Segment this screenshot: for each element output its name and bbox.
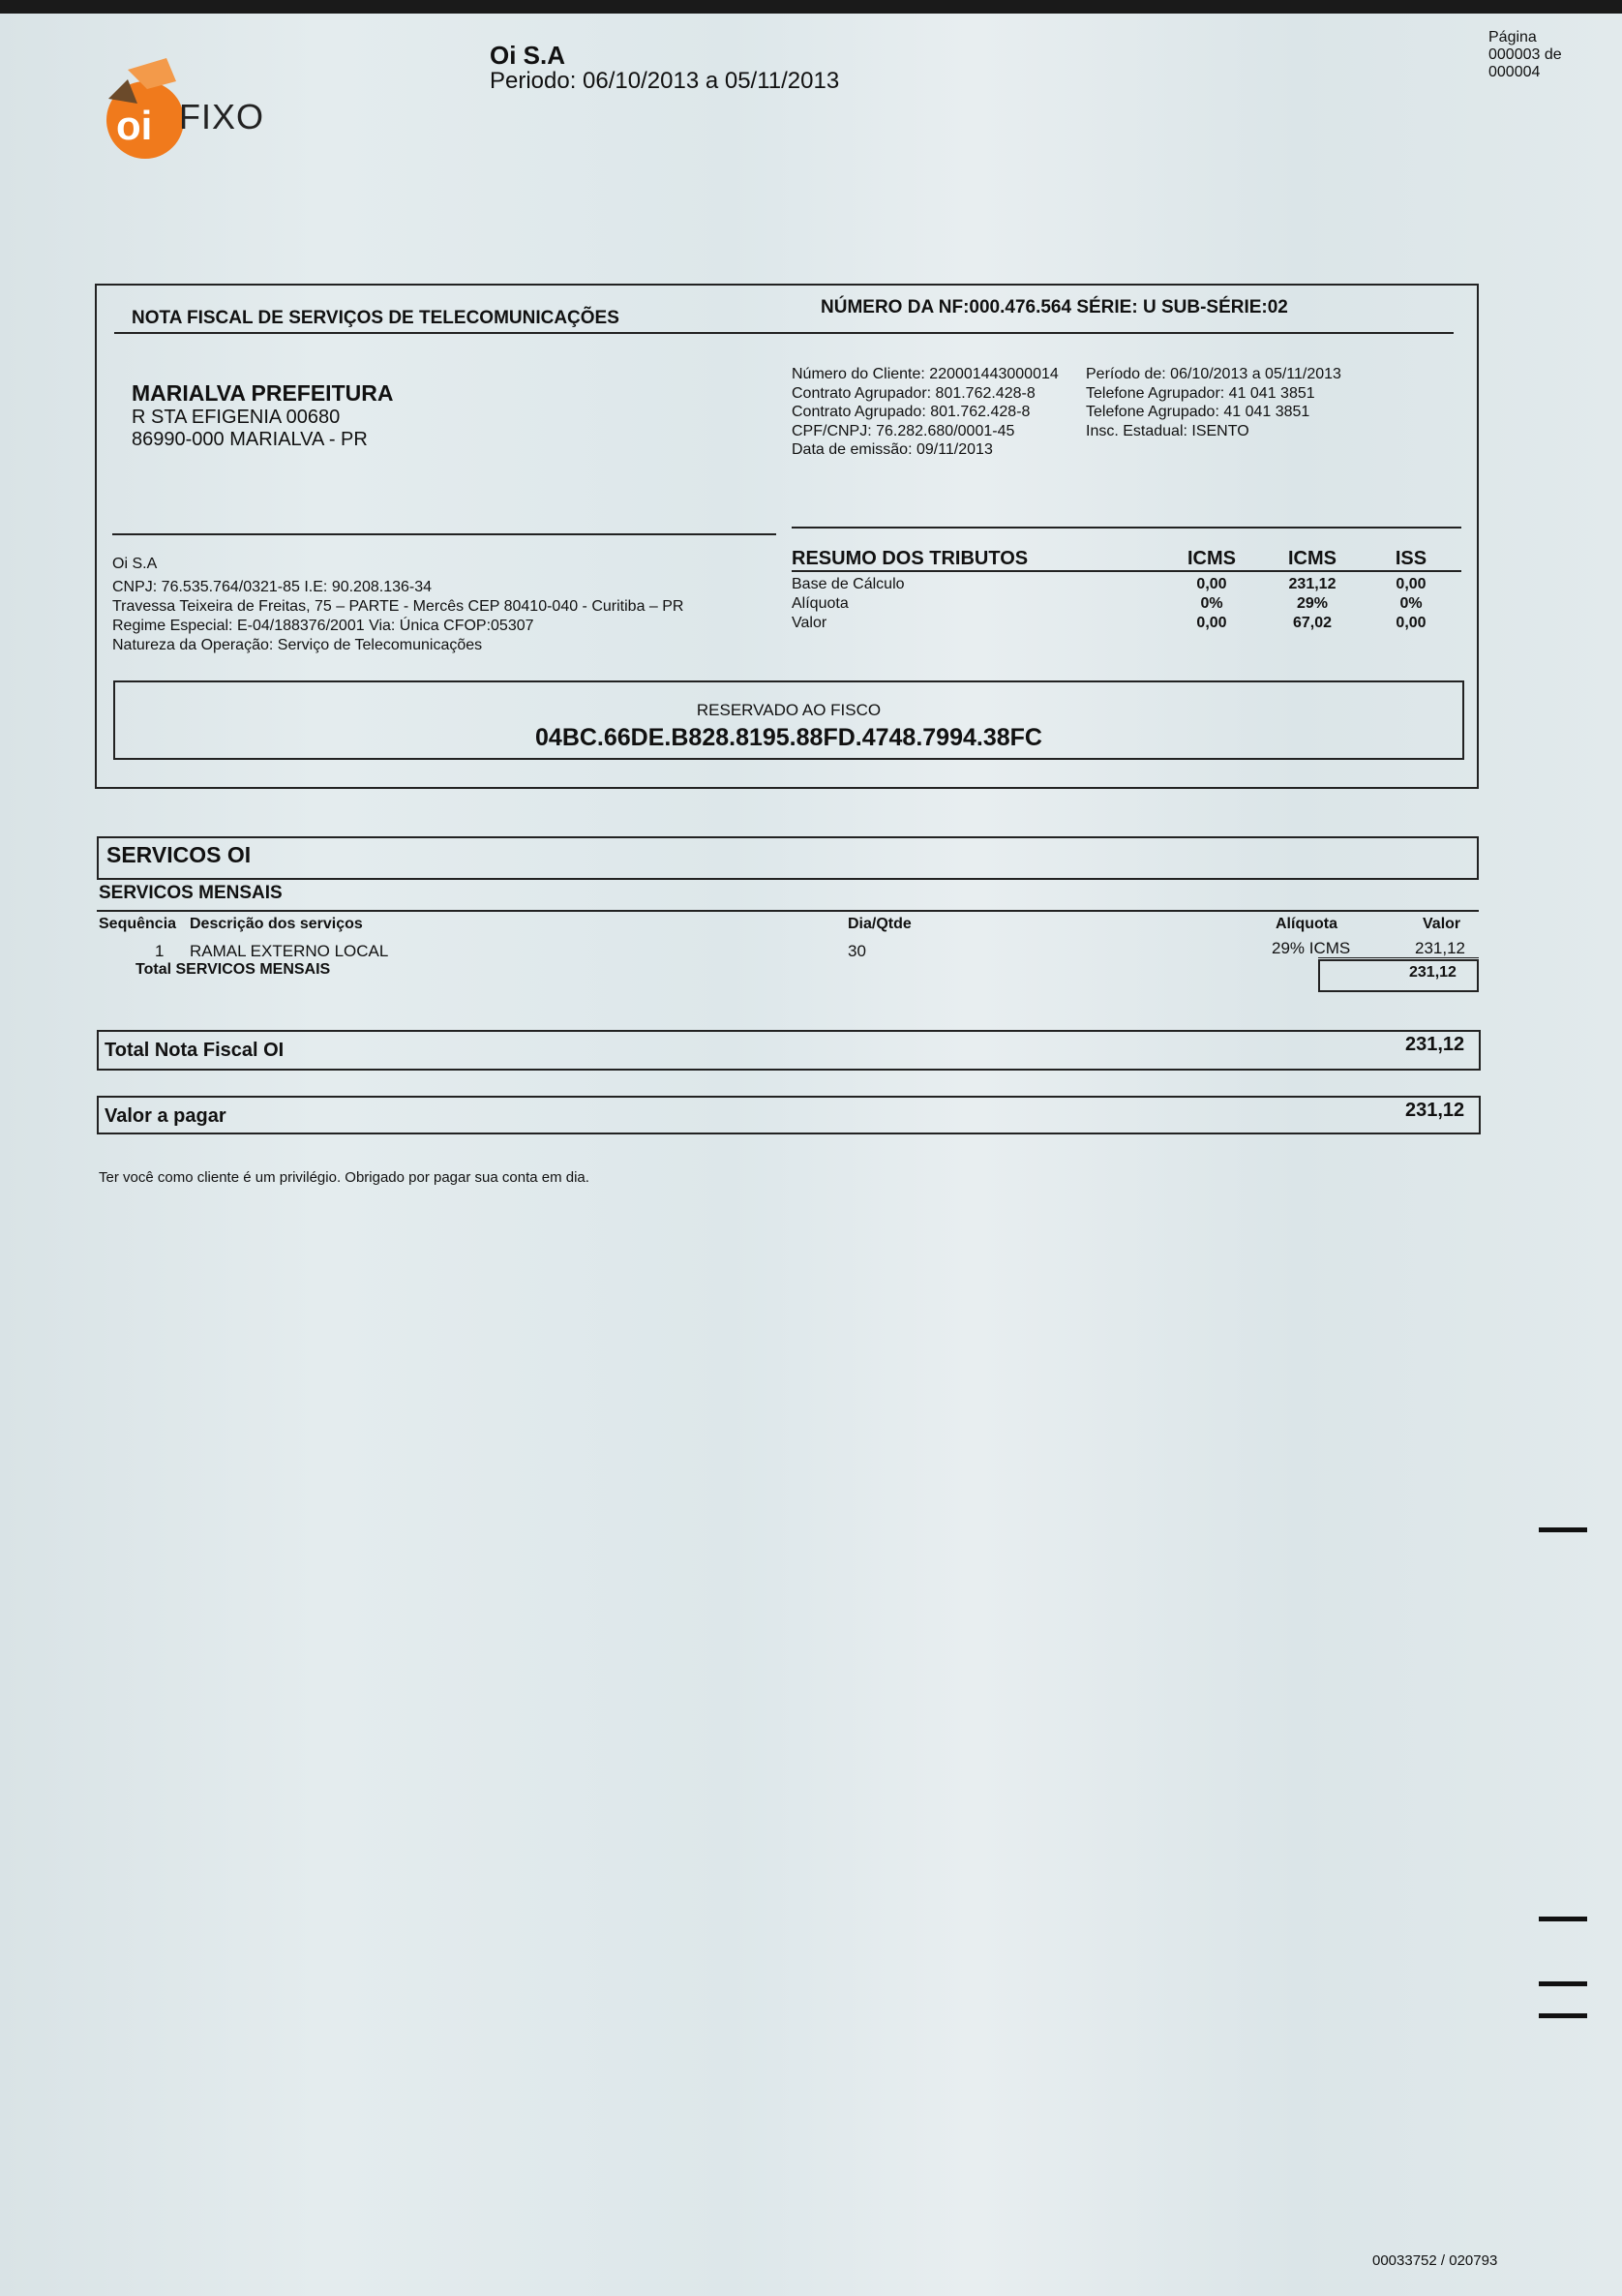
subtotal-label: Total SERVICOS MENSAIS	[135, 961, 331, 978]
customer-address: R STA EFIGENIA 00680	[132, 407, 341, 428]
tributos-col-icms: ICMS	[1288, 548, 1337, 569]
value: 0,00	[1196, 576, 1227, 592]
total-nf-box	[97, 1030, 1481, 1071]
divider	[97, 910, 1479, 912]
brand-text: FIXO	[179, 97, 265, 136]
total-nf-label: Total Nota Fiscal OI	[105, 1040, 285, 1061]
row-aliquota: Alíquota	[792, 595, 849, 612]
value: 0,00	[1396, 615, 1427, 631]
row-base: Base de Cálculo	[792, 576, 905, 592]
scan-top-edge	[0, 0, 1622, 14]
state-registration: Insc. Estadual: ISENTO	[1086, 422, 1249, 439]
col-rate: Alíquota	[1276, 916, 1337, 932]
value: 0,00	[1396, 576, 1427, 592]
amount-due-label: Valor a pagar	[105, 1105, 226, 1127]
subtotal-value: 231,12	[1409, 964, 1457, 981]
value: 67,02	[1292, 615, 1333, 631]
value: 231,12	[1288, 576, 1337, 592]
phone-grouped: Telefone Agrupado: 41 041 3851	[1086, 404, 1310, 420]
amount-due-value: 231,12	[1405, 1100, 1465, 1121]
client-info-right	[1086, 365, 1341, 440]
col-qty: Dia/Qtde	[848, 916, 912, 932]
client-info-left	[792, 365, 1059, 460]
fisco-label: RESERVADO AO FISCO	[696, 701, 882, 719]
client-number: Número do Cliente: 220001443000014	[792, 366, 1059, 382]
divider	[1318, 957, 1479, 958]
issuer-operation: Natureza da Operação: Serviço de Telecomunicações	[112, 637, 483, 653]
page-total: 000004	[1488, 64, 1541, 80]
services-header-box	[97, 836, 1479, 880]
service-seq: 1	[155, 942, 165, 960]
nf-number: NÚMERO DA NF:000.476.564 SÉRIE: U SUB-SÉRIE:02	[821, 297, 1288, 317]
services-subtitle: SERVICOS MENSAIS	[99, 883, 283, 903]
services-title: SERVICOS OI	[106, 842, 252, 867]
nf-title: NOTA FISCAL DE SERVIÇOS DE TELECOMUNICAÇÕES	[132, 308, 619, 328]
col-value: Valor	[1423, 916, 1461, 932]
customer-name: MARIALVA PREFEITURA	[132, 380, 394, 406]
scan-mark	[1539, 1981, 1587, 1986]
col-sequence: Sequência	[99, 916, 177, 932]
value: 0%	[1200, 595, 1223, 612]
service-qty: 30	[848, 942, 866, 960]
issuer-block	[112, 555, 683, 655]
divider	[792, 527, 1461, 529]
row-valor: Valor	[792, 615, 827, 631]
divider	[112, 533, 776, 535]
issuer-address: Travessa Teixeira de Freitas, 75 – PARTE - Mercês CEP 80410-040 - Curitiba – PR	[112, 598, 684, 615]
issue-date: Data de emissão: 09/11/2013	[792, 441, 993, 458]
issuer-regime: Regime Especial: E-04/188376/2001 Via: Única CFOP:05307	[112, 618, 534, 634]
document-code: 00033752 / 020793	[1372, 2252, 1498, 2269]
service-value: 231,12	[1415, 939, 1465, 957]
service-desc: RAMAL EXTERNO LOCAL	[190, 942, 389, 960]
tributos-col-values	[1173, 575, 1250, 633]
cpf-cnpj: CPF/CNPJ: 76.282.680/0001-45	[792, 422, 1015, 439]
divider	[114, 332, 1454, 334]
scan-mark	[1539, 1917, 1587, 1921]
service-rate: 29% ICMS	[1272, 939, 1351, 957]
tributos-title: RESUMO DOS TRIBUTOS	[792, 548, 1029, 569]
amount-due-box	[97, 1096, 1481, 1134]
customer-city: 86990-000 MARIALVA - PR	[132, 429, 368, 450]
scan-mark	[1539, 2013, 1587, 2018]
page-current: 000003 de	[1488, 46, 1562, 63]
tributos-row-labels	[792, 575, 905, 633]
contract-grouper: Contrato Agrupador: 801.762.428-8	[792, 384, 1036, 402]
col-description: Descrição dos serviços	[190, 916, 363, 932]
svg-text:oi: oi	[116, 103, 153, 148]
period-of: Período de: 06/10/2013 a 05/11/2013	[1086, 366, 1341, 382]
scan-mark	[1539, 1527, 1587, 1532]
tributos-col-icms: ICMS	[1187, 548, 1236, 569]
total-nf-value: 231,12	[1405, 1034, 1465, 1055]
divider	[792, 570, 1461, 572]
phone-grouper: Telefone Agrupador: 41 041 3851	[1086, 384, 1315, 402]
issuer-cnpj: CNPJ: 76.535.764/0321-85 I.E: 90.208.136-34	[112, 579, 433, 595]
page-indicator	[1488, 29, 1566, 81]
value: 0%	[1399, 595, 1423, 612]
tributos-col-values	[1274, 575, 1351, 633]
company-name: Oi S.A	[490, 41, 566, 70]
tributos-col-iss: ISS	[1395, 548, 1427, 569]
issuer-name: Oi S.A	[112, 556, 158, 572]
fisco-code: 04BC.66DE.B828.8195.88FD.4748.7994.38FC	[535, 724, 1042, 751]
period-text: Periodo: 06/10/2013 a 05/11/2013	[490, 68, 840, 94]
value: 29%	[1296, 595, 1329, 612]
contract-grouped: Contrato Agrupado: 801.762.428-8	[792, 404, 1031, 420]
thank-you-message: Ter você como cliente é um privilégio. Obrigado por pagar sua conta em dia.	[99, 1169, 589, 1186]
value: 0,00	[1196, 615, 1227, 631]
page-label: Página	[1488, 29, 1537, 45]
tributos-col-values	[1372, 575, 1450, 633]
